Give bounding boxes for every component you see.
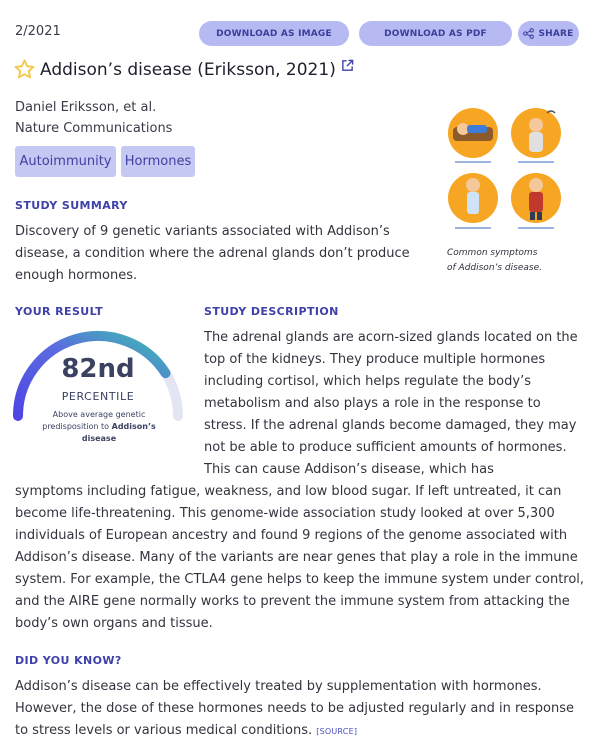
date: 2/2021 [15,24,61,39]
illustration-caption [447,246,542,276]
summary-heading: STUDY SUMMARY [15,199,128,212]
mood-illustration [511,108,561,163]
tag-hormones[interactable]: Hormones [121,146,195,177]
description-text-1: The adrenal glands are acorn-sized glands located on the top of the kidneys. They produce multiple hormones including cortisol, which helps regulate the body’s metabolism and also plays a role in the response to stress. If the adrenal glands become damaged, they may not be able to produce sufficient amounts of hormones. This can cause Addison’s disease, which has [204,330,578,477]
weight-loss-illustration [448,173,498,229]
study-title: Addison’s disease (Eriksson, 2021) [40,59,336,80]
authors: Daniel Eriksson, et al. [15,100,157,115]
description-heading: STUDY DESCRIPTION [204,305,339,318]
result-heading: YOUR RESULT [15,305,104,318]
authors-block [15,97,172,139]
caption-line-1: Common symptoms [447,248,538,258]
share-button[interactable] [518,21,579,46]
fatigue-illustration [448,108,498,163]
percentile-desc-prefix: Above average genetic predisposition to [42,410,146,431]
download-pdf-label: DOWNLOAD AS PDF [384,28,487,39]
share-icon [523,28,534,39]
download-image-label: DOWNLOAD AS IMAGE [216,28,332,39]
percentile-description [38,409,160,445]
percentile-value: 82nd [61,354,135,384]
journal: Nature Communications [15,121,173,136]
star-icon[interactable] [13,58,36,81]
share-label: SHARE [538,28,574,39]
download-image-button[interactable] [199,21,349,46]
percentile-desc-bold: Addison’s disease [81,422,156,443]
symptoms-illustration [443,103,568,233]
description-text-2: symptoms including fatigue, weakness, and low blood sugar. If left untreated, it can become life-threatening. This genome-wide association study looked at over 5,300 individuals of European ancestry and found 9 regions of the genome associated with Addison’s disease. Many of the variants are near genes that play a role in the immune system. For example, the CTLA4 gene helps to keep the immune system under control, and the AIRE gene normally works to prevent the immune system from attacking the body’s own organs and tissue. [15,484,585,631]
summary-text: Discovery of 9 genetic variants associated with Addison’s disease, a condition where the adrenal glands don’t produce enough hormones. [15,224,410,283]
weakness-illustration [511,173,561,229]
tag-autoimmunity[interactable]: Autoimmunity [15,146,116,177]
source-link[interactable]: [SOURCE] [316,727,358,736]
did-you-know-text [15,676,587,743]
caption-line-2: of Addison’s disease. [447,263,542,273]
did-you-know-body: Addison’s disease can be effectively treated by supplementation with hormones. However, the dose of these hormones needs to be adjusted regularly and in response to stress levels or various medical conditions. [15,679,575,738]
download-pdf-button[interactable] [359,21,512,46]
external-link-icon[interactable] [341,59,354,72]
title-row [13,58,354,81]
did-you-know-heading: DID YOU KNOW? [15,654,122,667]
percentile-label: PERCENTILE [61,390,135,403]
